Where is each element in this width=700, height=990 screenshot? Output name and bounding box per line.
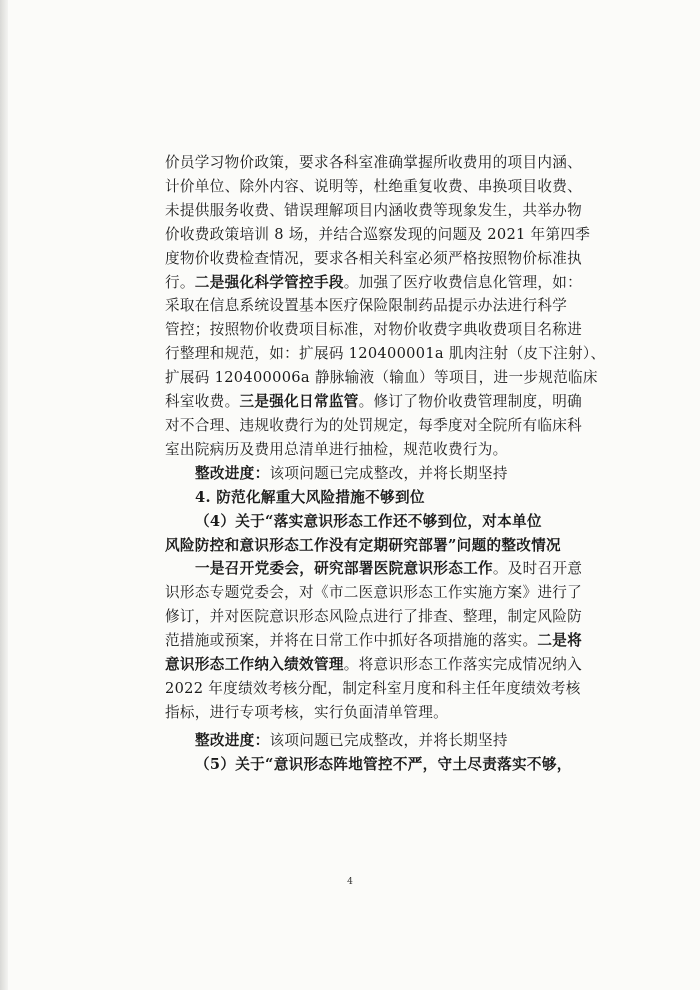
text-line: 未提供服务收费、错误理解项目内涵收费等现象发生，共举办物 — [165, 201, 583, 219]
text-span: 行。 — [165, 273, 195, 291]
progress-label: 整改进度： — [195, 731, 270, 749]
text-line: 行整理和规范，如：扩展码 120400001a 肌肉注射（皮下注射）、 — [165, 345, 606, 363]
text-span: 范措施或预案，并将在日常工作中抓好各项措施的落实。 — [165, 632, 538, 650]
item-heading: 风险防控和意识形态工作没有定期研究部署”问题的整改情况 — [165, 536, 561, 554]
text-line: 对不合理、违规收费行为的处罚规定，每季度对全院所有临床科 — [165, 416, 583, 434]
text-span: 。及时召开意 — [492, 560, 583, 578]
text-line: 识形态专题党委会，对《市二医意识形态工作实施方案》进行了 — [165, 584, 583, 602]
text-line: 修订，并对医院意识形态风险点进行了排查、整理，制定风险防 — [165, 608, 583, 626]
text-line — [165, 629, 583, 653]
item-heading: （4）关于“落实意识形态工作还不够到位，对本单位 — [195, 512, 542, 530]
text-line: 价员学习物价政策，要求各科室准确掌握所收费用的项目内涵、 — [165, 154, 583, 171]
text-line: 扩展码 120400006a 静脉输液（输血）等项目，进一步规范临床 — [165, 369, 598, 387]
text-line — [165, 271, 583, 295]
text-line: 计价单位、除外内容、说明等，杜绝重复收费、串换项目收费、 — [165, 177, 583, 195]
progress-text: 该项问题已完成整改，并将长期坚持 — [269, 464, 508, 482]
text-line: 管控；按照物价收费项目标准，对物价收费字典收费项目名称进 — [165, 321, 583, 339]
text-span: 。加强了医疗收费信息化管理，如： — [343, 273, 583, 291]
bold-phrase: 二是强化科学管控手段 — [194, 273, 344, 291]
text-line — [165, 557, 583, 581]
progress-label: 整改进度： — [195, 464, 270, 482]
bold-phrase: 三是强化日常监管 — [239, 393, 359, 411]
text-line: 度物价收费检查情况，要求各相关科室必须严格按照物价标准执 — [165, 249, 583, 267]
scan-edge-shadow — [0, 0, 8, 990]
text-line — [165, 390, 583, 414]
bold-phrase: 二是将 — [537, 632, 583, 650]
text-line: 指标，进行专项考核，实行负面清单管理。 — [165, 703, 448, 721]
bold-phrase: 意识形态工作纳入绩效管理 — [165, 656, 344, 674]
page-number: 4 — [347, 877, 353, 887]
text-line: 室出院病历及费用总清单进行抽检，规范收费行为。 — [165, 440, 508, 458]
progress-line — [165, 462, 555, 486]
item-heading: （5）关于“意识形态阵地管控不严，守土尽责落实不够， — [195, 755, 572, 773]
text-span: 。将意识形态工作落实完成情况纳入 — [343, 656, 583, 674]
progress-text: 该项问题已完成整改，并将长期坚持 — [269, 731, 508, 749]
text-span: 。修订了物价收费管理制度，明确 — [358, 393, 583, 411]
text-line — [165, 653, 583, 677]
text-line: 2022 年度绩效考核分配，制定科室月度和科主任年度绩效考核 — [165, 679, 581, 697]
page-content — [165, 151, 606, 777]
text-line: 采取在信息系统设置基本医疗保险限制药品提示办法进行科学 — [165, 297, 568, 315]
section-heading: 4. 防范化解重大风险措施不够到位 — [195, 488, 425, 506]
bold-phrase: 一是召开党委会，研究部署医院意识形态工作 — [195, 560, 493, 578]
text-span: 科室收费。 — [165, 393, 240, 411]
text-line: 价收费政策培训 8 场，并结合巡察发现的问题及 2021 年第四季 — [165, 225, 591, 243]
progress-line — [165, 729, 555, 753]
